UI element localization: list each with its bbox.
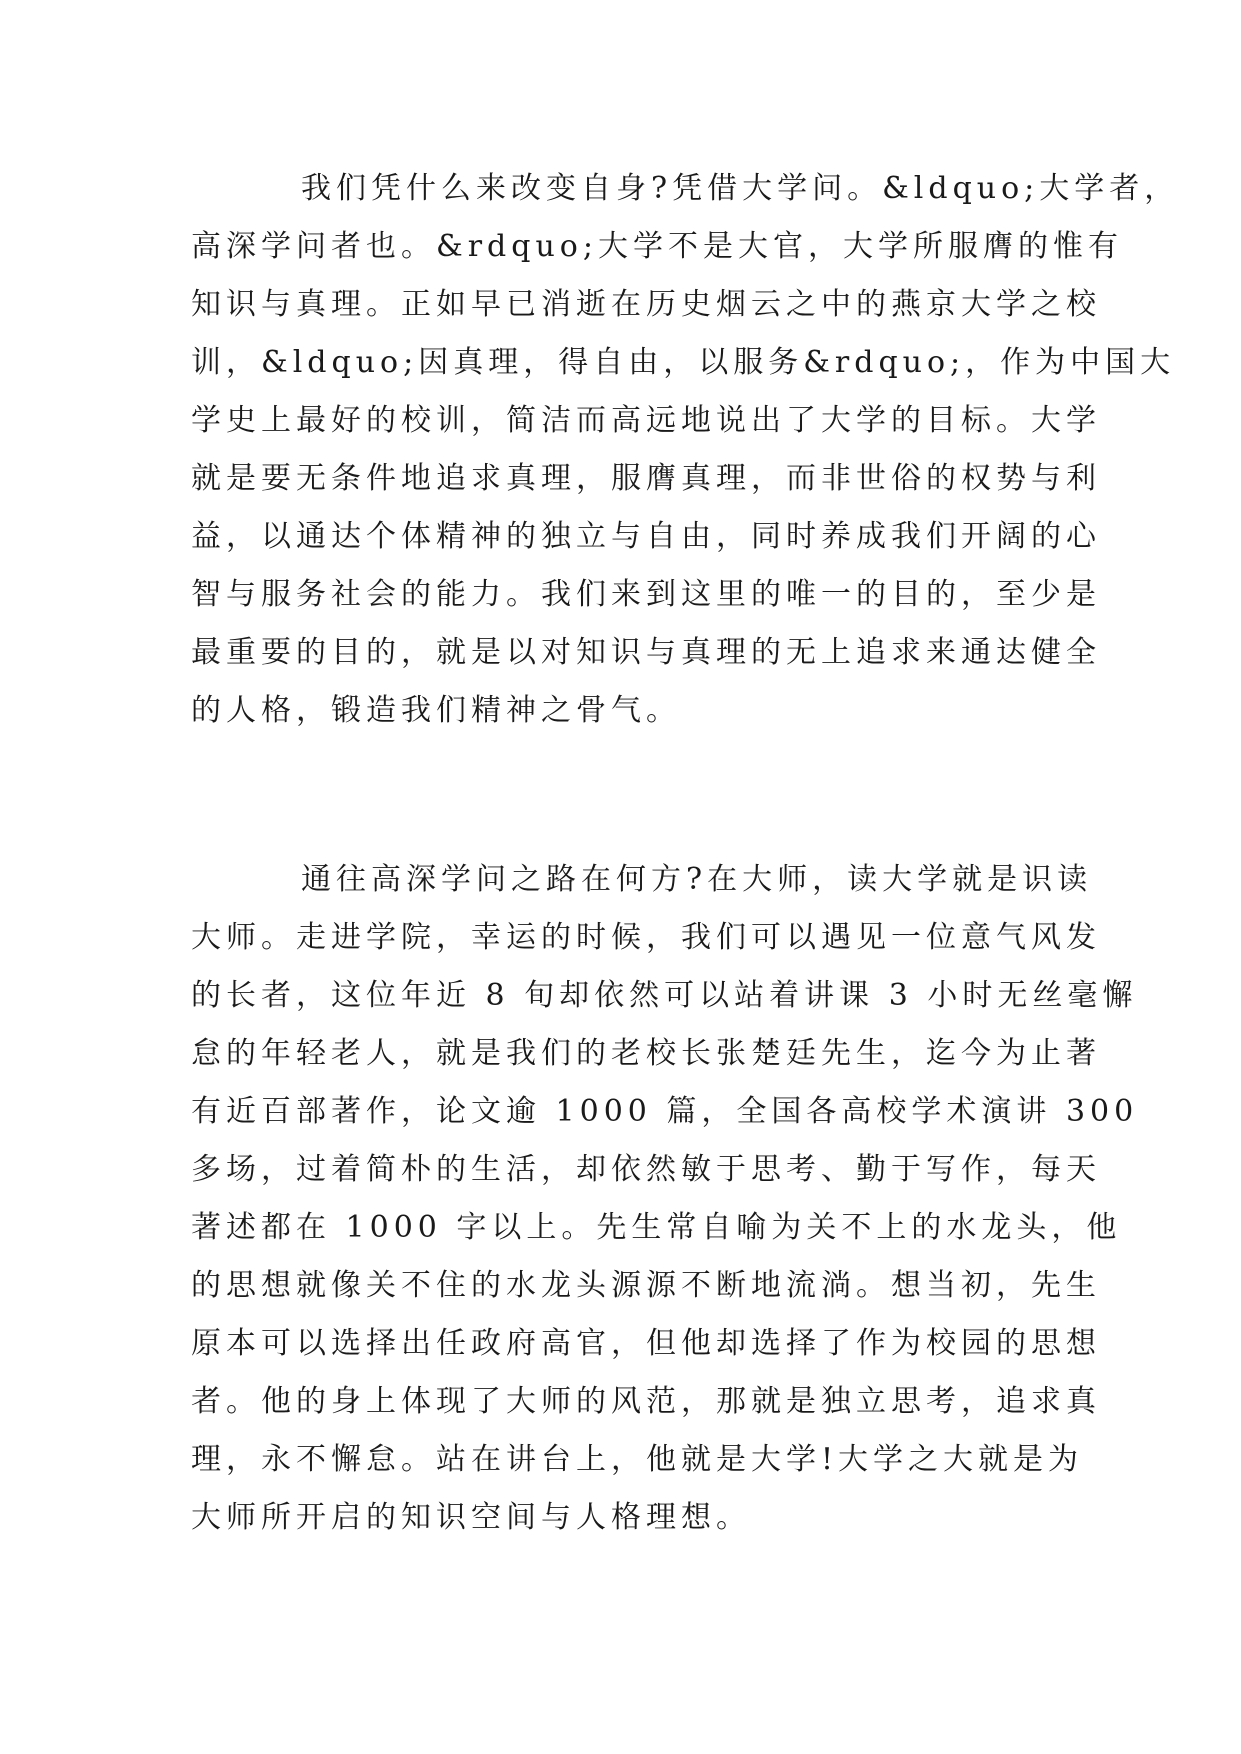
paragraph-line: 大师。走进学院，幸运的时候，我们可以遇见一位意气风发	[191, 920, 1101, 955]
paragraph-line: 多场，过着简朴的生活，却依然敏于思考、勤于写作，每天	[191, 1152, 1101, 1187]
paragraph-line: 怠的年轻老人，就是我们的老校长张楚廷先生，迄今为止著	[191, 1036, 1101, 1071]
paragraph-line: 的长者，这位年近 8 旬却依然可以站着讲课 3 小时无丝毫懈	[191, 978, 1138, 1013]
paragraph-line: 者。他的身上体现了大师的风范，那就是独立思考，追求真	[191, 1384, 1101, 1419]
paragraph-line: 就是要无条件地追求真理，服膺真理，而非世俗的权势与利	[191, 461, 1101, 496]
paragraph-1	[191, 160, 1180, 740]
paragraph-line: 智与服务社会的能力。我们来到这里的唯一的目的，至少是	[191, 577, 1101, 612]
paragraph-line: 著述都在 1000 字以上。先生常自喻为关不上的水龙头，他	[191, 1210, 1122, 1245]
paragraph-2	[191, 851, 1139, 1547]
paragraph-line: 原本可以选择出任政府高官，但他却选择了作为校园的思想	[191, 1326, 1101, 1361]
paragraph-line: 的思想就像关不住的水龙头源源不断地流淌。想当初，先生	[191, 1268, 1101, 1303]
paragraph-line: 理，永不懈怠。站在讲台上，他就是大学!大学之大就是为	[191, 1442, 1084, 1477]
paragraph-line: 训，&ldquo;因真理，得自由，以服务&rdquo;，作为中国大	[191, 345, 1176, 380]
paragraph-line: 有近百部著作，论文逾 1000 篇，全国各高校学术演讲 300	[191, 1094, 1139, 1129]
paragraph-line: 知识与真理。正如早已消逝在历史烟云之中的燕京大学之校	[191, 287, 1101, 322]
paragraph-line: 的人格，锻造我们精神之骨气。	[191, 693, 681, 728]
paragraph-line: 益，以通达个体精神的独立与自由，同时养成我们开阔的心	[191, 519, 1101, 554]
paragraph-line: 我们凭什么来改变自身?凭借大学问。&ldquo;大学者，	[301, 171, 1180, 206]
paragraph-line: 最重要的目的，就是以对知识与真理的无上追求来通达健全	[191, 635, 1101, 670]
paragraph-line: 大师所开启的知识空间与人格理想。	[191, 1500, 751, 1535]
paragraph-line: 学史上最好的校训，简洁而高远地说出了大学的目标。大学	[191, 403, 1101, 438]
paragraph-line: 通往高深学问之路在何方?在大师，读大学就是识读	[301, 862, 1093, 897]
paragraph-line: 高深学问者也。&rdquo;大学不是大官，大学所服膺的惟有	[191, 229, 1123, 264]
